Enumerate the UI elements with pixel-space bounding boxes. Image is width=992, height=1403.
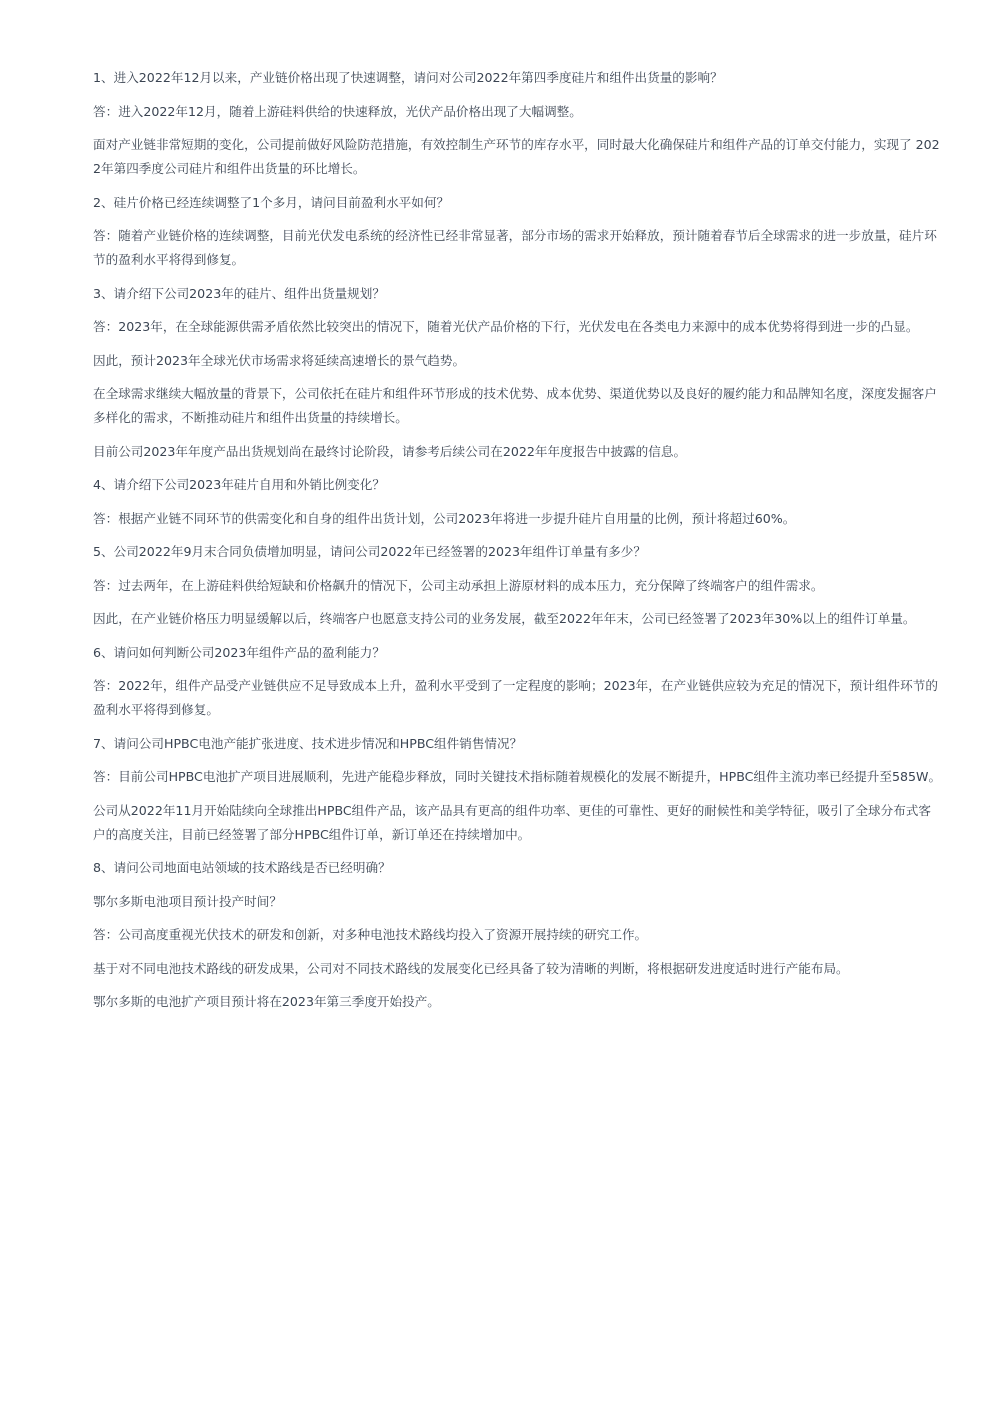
answer-5-detail: 因此，在产业链价格压力明显缓解以后，终端客户也愿意支持公司的业务发展，截至2022年年末，公司已经签署了2023年30%以上的组件订单量。 [93,611,916,626]
answer-7: 答：目前公司HPBC电池扩产项目进展顺利，先进产能稳步释放，同时关键技术指标随着规模化的发展不断提升，HPBC组件主流功率已经提升至585W。 [93,769,942,784]
question-1: 1、进入2022年12月以来，产业链价格出现了快速调整，请问对公司2022年第四季度硅片和组件出货量的影响？ [93,70,723,85]
answer-2: 答：随着产业链价格的连续调整，目前光伏发电系统的经济性已经非常显著，部分市场的需求开始释放，预计随着春节后全球需求的进一步放量，硅片环节的盈利水平将得到修复。 [93,228,937,267]
answer-1-detail: 面对产业链非常短期的变化，公司提前做好风险防范措施，有效控制生产环节的库存水平，同时最大化确保硅片和组件产品的订单交付能力，实现了 2022年第四季度公司硅片和组件出货量的环比增长。 [93,137,940,176]
question-3: 3、请介绍下公司2023年的硅片、组件出货量规划？ [93,285,385,301]
answer-3-detail-3: 目前公司2023年年度产品出货规划尚在最终讨论阶段，请参考后续公司在2022年年度报告中披露的信息。 [93,443,687,459]
answer-7-detail: 公司从2022年11月开始陆续向全球推出HPBC组件产品，该产品具有更高的组件功率、更佳的可靠性、更好的耐候性和美学特征，吸引了全球分布式客户的高度关注，目前已经签署了部分HPBC组件订单，新订单还在持续增加中。 [93,802,931,842]
answer-6: 答：2022年，组件产品受产业链供应不足导致成本上升，盈利水平受到了一定程度的影响；2023年，在产业链供应较为充足的情况下，预计组件环节的盈利水平将得到修复。 [93,678,938,717]
answer-3-detail-2: 在全球需求继续大幅放量的背景下，公司依托在硅片和组件环节形成的技术优势、成本优势、渠道优势以及良好的履约能力和品牌知名度，深度发掘客户多样化的需求，不断推动硅片和组件出货量的持续增长。 [93,386,937,425]
document-body [93,66,943,1024]
question-8-part-2: 鄂尔多斯电池项目预计投产时间？ [93,893,282,909]
question-7: 7、请问公司HPBC电池产能扩张进度、技术进步情况和HPBC组件销售情况？ [93,735,523,751]
answer-3-detail-1: 因此，预计2023年全球光伏市场需求将延续高速增长的景气趋势。 [93,352,466,368]
question-8: 8、请问公司地面电站领域的技术路线是否已经明确？ [93,860,391,875]
answer-4: 答：根据产业链不同环节的供需变化和自身的组件出货计划，公司2023年将进一步提升硅片自用量的比例，预计将超过60%。 [93,510,796,526]
question-4: 4、请介绍下公司2023年硅片自用和外销比例变化？ [93,477,385,492]
answer-8: 答：公司高度重视光伏技术的研发和创新，对多种电池技术路线均投入了资源开展持续的研究工作。 [93,927,648,942]
question-5: 5、公司2022年9月末合同负债增加明显，请问公司2022年已经签署的2023年组件订单量有多少？ [93,544,646,559]
question-2: 2、硅片价格已经连续调整了1个多月，请问目前盈利水平如何？ [93,194,450,210]
answer-5: 答：过去两年，在上游硅料供给短缺和价格飙升的情况下，公司主动承担上游原材料的成本压力，充分保障了终端客户的组件需求。 [93,577,824,593]
question-6: 6、请问如何判断公司2023年组件产品的盈利能力？ [93,644,385,660]
answer-8-detail-2: 鄂尔多斯的电池扩产项目预计将在2023年第三季度开始投产。 [93,994,440,1009]
answer-1: 答：进入2022年12月，随着上游硅料供给的快速释放，光伏产品价格出现了大幅调整。 [93,103,582,119]
answer-3: 答：2023年，在全球能源供需矛盾依然比较突出的情况下，随着光伏产品价格的下行，光伏发电在各类电力来源中的成本优势将得到进一步的凸显。 [93,319,919,334]
answer-8-detail-1: 基于对不同电池技术路线的研发成果，公司对不同技术路线的发展变化已经具备了较为清晰的判断，将根据研发进度适时进行产能布局。 [93,960,849,976]
